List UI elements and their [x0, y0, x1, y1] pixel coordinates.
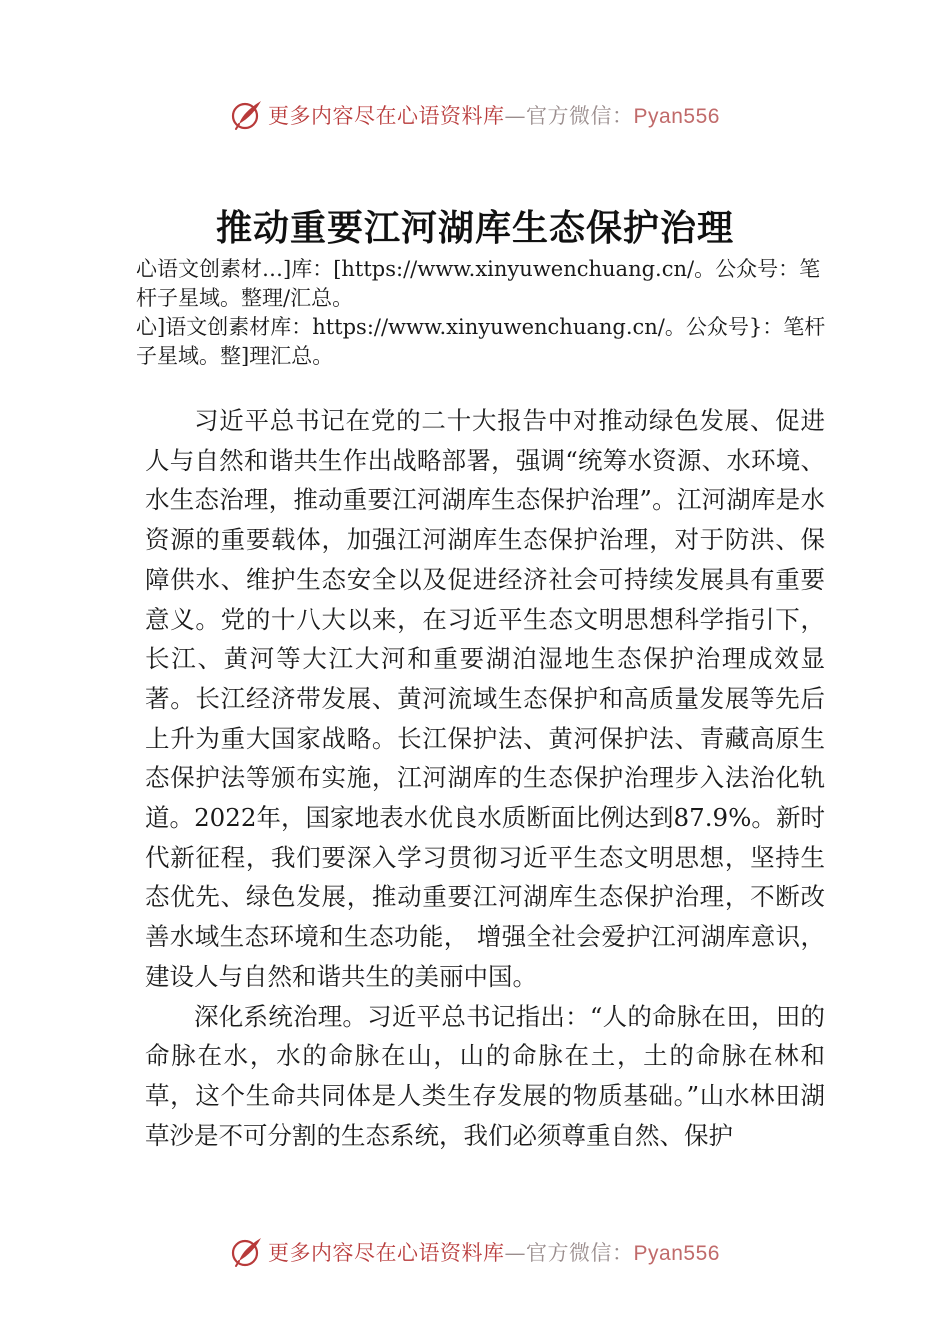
footer-banner [0, 1232, 950, 1272]
document-body [145, 401, 825, 1155]
body-paragraph: 习近平总书记在党的二十大报告中对推动绿色发展、促进人与自然和谐共生作出战略部署，强调“统筹水资源、水环境、水生态治理，推动重要江河湖库生态保护治理”。江河湖库是水资源的重要载体，加强江河湖库生态保护治理，对于防洪、保障供水、维护生态安全以及促进经济社会可持续发展具有重要意义。党的十八大以来，在习近平生态文明思想科学指引下，长江、黄河等大江大河和重要湖泊湿地生态保护治理成效显著。长江经济带发展、黄河流域生态保护和高质量发展等先后上升为重大国家战略。长江保护法、黄河保护法、青藏高原生态保护法等颁布实施，江河湖库的生态保护治理步入法治化轨道。2022年，国家地表水优良水质断面比例达到87.9%。新时代新征程，我们要深入学习贯彻习近平生态文明思想，坚持生态优先、绿色发展，推动重要江河湖库生态保护治理，不断改善水域生态环境和生态功能， 增强全社会爱护江河湖库意识，建设人与自然和谐共生的美丽中国。 [145, 406, 825, 991]
document-title: 推动重要江河湖库生态保护治理 [215, 207, 734, 249]
banner-text [268, 1237, 720, 1267]
banner-text [268, 100, 720, 130]
banner-title: 更多内容尽在心语资料库 [268, 104, 505, 128]
body-paragraph: 深化系统治理。习近平总书记指出：“人的命脉在田，田的命脉在水，水的命脉在山，山的命脉在土，土的命脉在林和草，这个生命共同体是人类生存发展的物质基础。”山水林田湖草沙是不可分割的生态系统，我们必须尊重自然、保护 [145, 1001, 825, 1150]
source-note [136, 255, 826, 371]
wechat-id: Pyan556 [633, 1242, 720, 1265]
wechat-label: 官方微信： [526, 1241, 634, 1265]
source-line: 心语文创素材…]库：[https://www.xinyuwenchuang.cn/。公众号：笔杆子星域。整理/汇总。 [136, 257, 821, 310]
quill-pen-icon [230, 1235, 264, 1269]
wechat-id: Pyan556 [633, 105, 720, 128]
wechat-label: 官方微信： [526, 104, 634, 128]
banner-title: 更多内容尽在心语资料库 [268, 1241, 505, 1265]
banner-separator: — [504, 104, 527, 128]
header-banner [0, 95, 950, 135]
source-line: 心]语文创素材库：https://www.xinyuwenchuang.cn/。公众号}：笔杆子星域。整]理汇总。 [136, 315, 826, 368]
banner-separator: — [504, 1241, 527, 1265]
quill-pen-icon [230, 98, 264, 132]
